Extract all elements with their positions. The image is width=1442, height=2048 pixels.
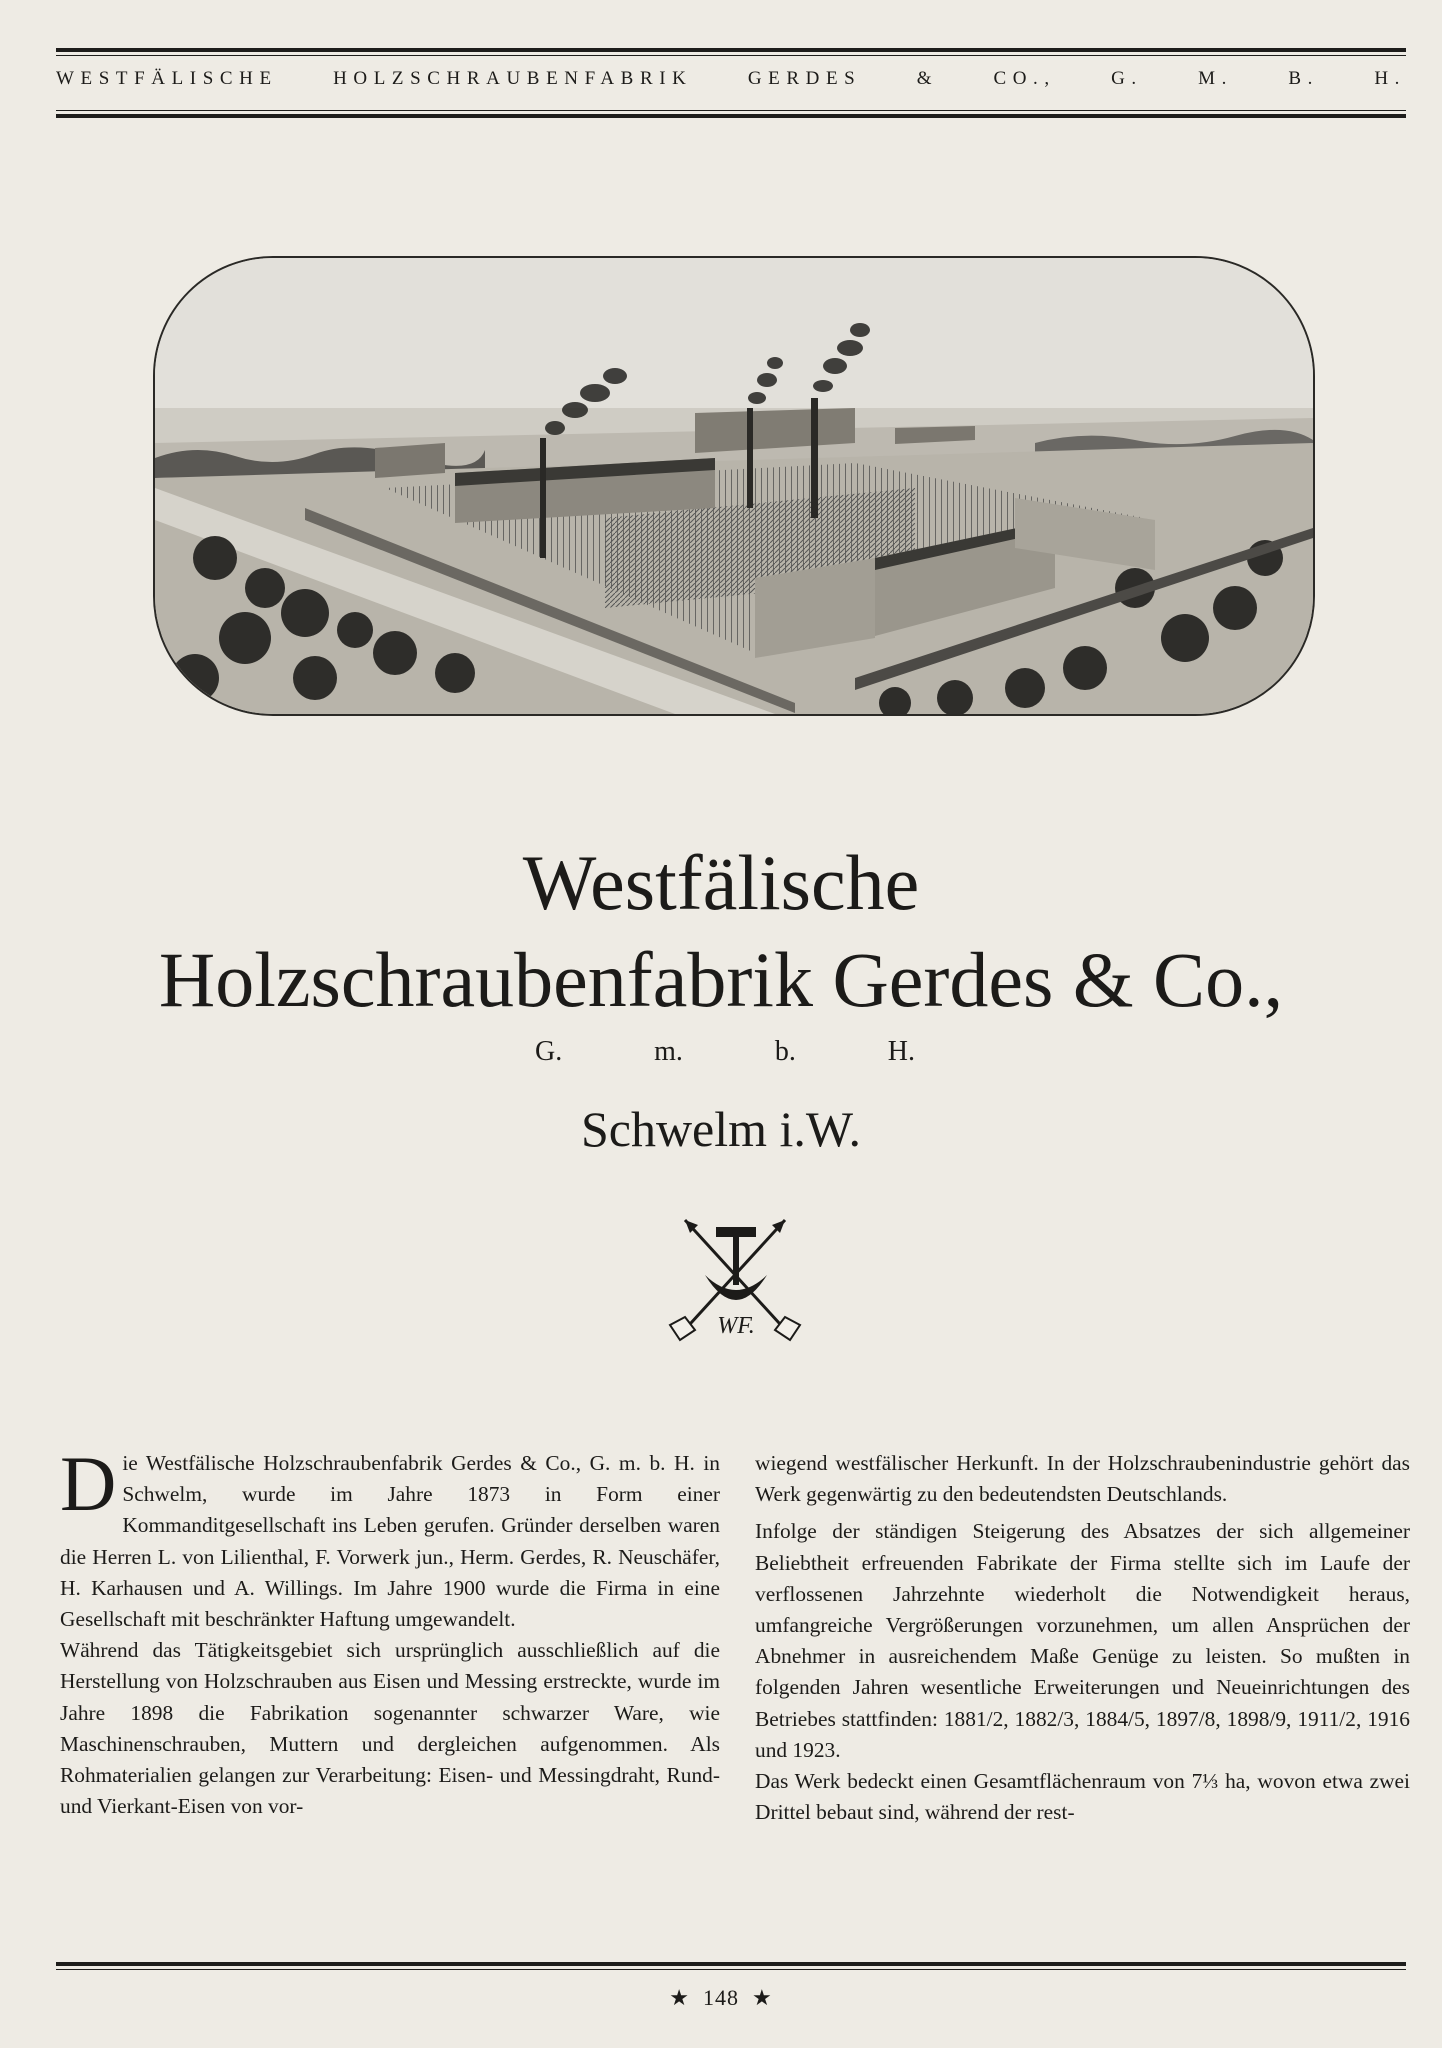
header-word: GERDES xyxy=(747,68,862,89)
factory-engraving xyxy=(153,256,1315,716)
hammer-arrows-crest-icon xyxy=(660,1205,810,1355)
legal-form-letter: b. xyxy=(774,1036,796,1067)
paragraph: Während das Tätigkeitsgebiet sich ursprünglich ausschließlich auf die Herstellung von Holzschrauben aus Eisen und Messing erstreckte, wurde im Jahre 1898 die Fabrikation sogenannter schwarzer Ware, wie Maschinenschrauben, Muttern und dergleichen aufgenommen. Als Rohmaterialien gelangen zur Verarbeitung: Eisen- und Messingdraht, Rund- und Vierkant-Eisen von vor- xyxy=(60,1638,720,1819)
paragraph xyxy=(60,1440,720,1635)
body-column-left xyxy=(60,1440,720,1822)
page-footer xyxy=(0,1985,1442,2011)
header-rule-top-thin xyxy=(56,55,1406,56)
header-word: & xyxy=(916,68,939,89)
legal-form xyxy=(535,1036,915,1068)
header-word: H. xyxy=(1374,68,1406,89)
body-column-right xyxy=(755,1448,1410,1828)
header-rule-top-thick xyxy=(56,48,1406,52)
header-word: G. xyxy=(1111,68,1143,89)
paragraph: Infolge der ständigen Steigerung des Absatzes der sich allgemeiner Beliebtheit erfreuenden Fabrikate der Firma stellte sich im Laufe der verflossenen Jahrzehnte wiederholt die Notwendigkeit heraus, umfangreiche Vergrößerungen vorzunehmen, um allen Ansprüchen der Abnehmer in ausreichendem Maße Genüge zu leisten. So mußten in folgenden Jahren wesentliche Erweiterungen und Neueinrichtungen des Betriebes stattfinden: 1881/2, 1882/3, 1884/5, 1897/8, 1898/9, 1911/2, 1916 und 1923. xyxy=(755,1519,1410,1762)
header-word: WESTFÄLISCHE xyxy=(56,68,278,89)
company-title-line-2: Holzschraubenfabrik Gerdes & Co., xyxy=(158,936,1284,1023)
header-word: CO., xyxy=(993,68,1056,89)
legal-form-letter: H. xyxy=(887,1036,915,1067)
footer-rule-thin xyxy=(56,1969,1406,1970)
running-header xyxy=(56,68,1406,90)
header-word: M. xyxy=(1198,68,1233,89)
legal-form-letter: G. xyxy=(535,1036,563,1067)
paragraph: wiegend westfälischer Herkunft. In der Holzschraubenindustrie gehört das Werk gegenwärtig zu den bedeutendsten Deutschlands. xyxy=(755,1451,1410,1507)
star-icon: ★ xyxy=(669,1985,690,2010)
company-title-line-1: Westfälische xyxy=(522,839,920,926)
header-word: HOLZSCHRAUBENFABRIK xyxy=(333,68,693,89)
header-word: B. xyxy=(1288,68,1319,89)
emblem-monogram: WF. xyxy=(717,1313,755,1339)
page-number: 148 xyxy=(703,1985,739,2010)
legal-form-letter: m. xyxy=(654,1036,683,1067)
header-rule-bottom-thick xyxy=(56,114,1406,118)
paragraph-text: ie Westfälische Holzschraubenfabrik Gerdes & Co., G. m. b. H. in Schwelm, wurde im Jahre 1873 in Form einer Kommanditgesellschaft ins Leben gerufen. Gründer derselben waren die Herren L. von Lilienthal, F. Vorwerk jun., Herm. Gerdes, R. Neuschäfer, H. Karhausen und A. Willings. Im Jahre 1900 wurde die Firma in eine Gesellschaft mit beschränkter Haftung umgewandelt. xyxy=(60,1451,720,1632)
star-icon: ★ xyxy=(752,1985,773,2010)
company-city: Schwelm i.W. xyxy=(580,1101,862,1157)
header-rule-bottom-thin xyxy=(56,110,1406,111)
drop-cap: D xyxy=(60,1440,117,1527)
paragraph: Das Werk bedeckt einen Gesamtflächenraum von 7⅓ ha, wovon etwa zwei Drittel bebaut sind, während der rest- xyxy=(755,1769,1410,1825)
footer-rule-thick xyxy=(56,1962,1406,1966)
